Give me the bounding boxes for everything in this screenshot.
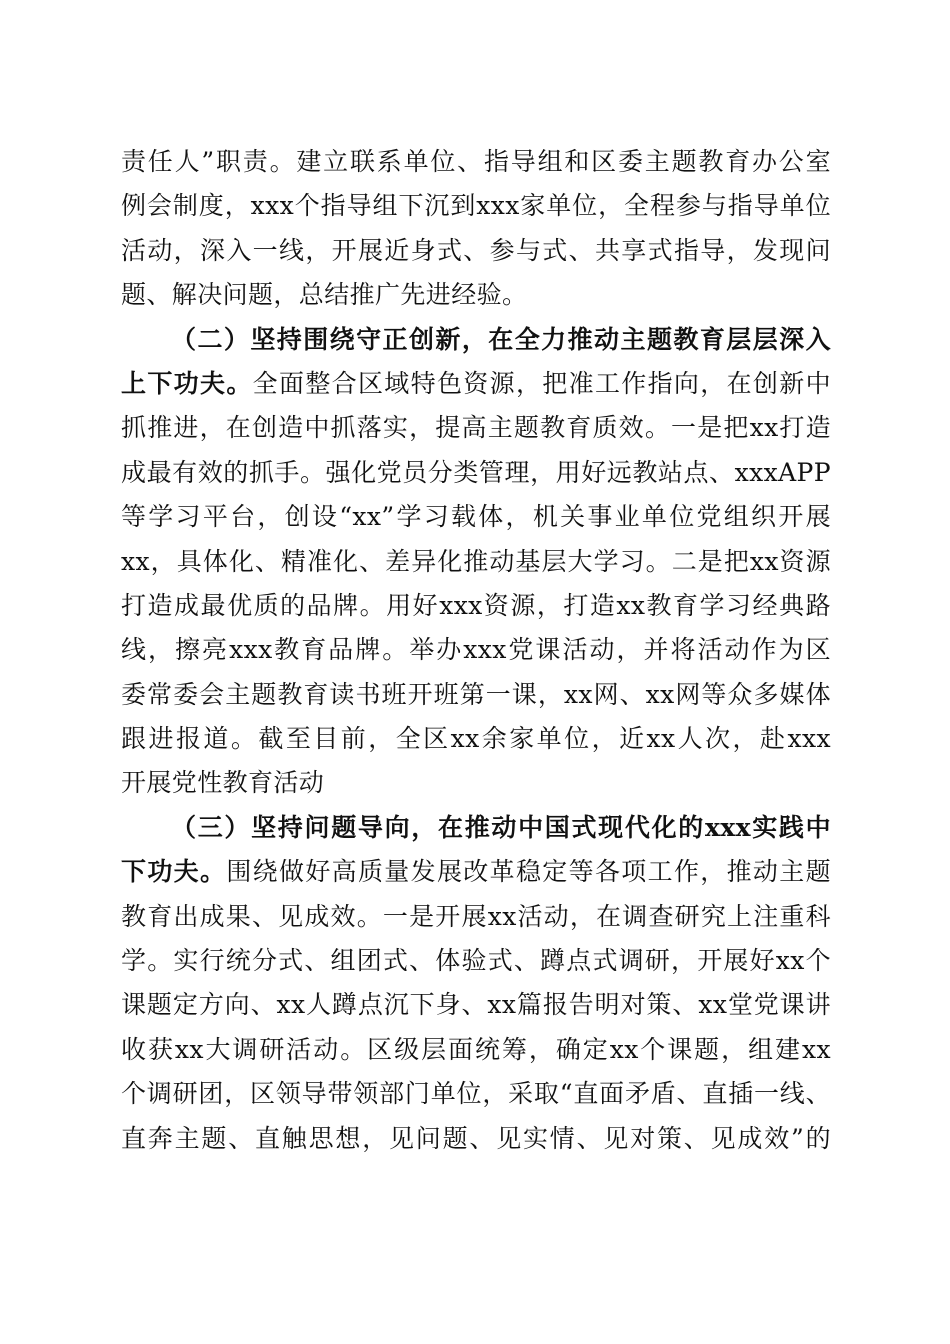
paragraph-3 xyxy=(121,806,831,1161)
text-line: 成最有效的抓手。强化党员分类管理，用好远教站点、xxxAPP xyxy=(121,457,831,487)
text-line: 学。实行统分式、组团式、体验式、蹲点式调研，开展好xx个 xyxy=(121,946,831,976)
text-line: 题、解决问题，总结推广先进经验。 xyxy=(121,280,528,310)
text-line: 跟进报道。截至目前，全区xx余家单位，近xx人次，赴xxx xyxy=(121,724,831,754)
text-line: 等学习平台，创设“xx”学习载体，机关事业单位党组织开展 xyxy=(121,502,831,532)
text-line: 教育出成果、见成效。一是开展xx活动，在调查研究上注重科 xyxy=(121,901,831,931)
section-heading-line xyxy=(121,318,831,362)
text-line: 开展党性教育活动 xyxy=(121,768,325,798)
text-line: 例会制度，xxx个指导组下沉到xxx家单位，全程参与指导单位 xyxy=(121,191,831,221)
text-line: 课题定方向、xx人蹲点沉下身、xx篇报告明对策、xx堂党课讲 xyxy=(121,990,831,1020)
text-line: 收获xx大调研活动。区级层面统筹，确定xx个课题，组建xx xyxy=(121,1034,831,1064)
paragraph-2 xyxy=(121,318,831,806)
section-heading-line xyxy=(121,806,831,850)
text-line xyxy=(121,850,831,894)
body-text: 围绕做好高质量发展改革稳定等各项工作，推动主题 xyxy=(226,857,831,887)
body-text: 全面整合区域特色资源，把准工作指向，在创新中 xyxy=(252,368,831,398)
section-heading: （二）坚持围绕守正创新，在全力推动主题教育层层深入 xyxy=(171,324,831,354)
document-body xyxy=(121,140,831,1161)
text-line: 直奔主题、直触思想，见问题、见实情、见对策、见成效”的 xyxy=(121,1123,831,1153)
section-heading: （三）坚持问题导向，在推动中国式现代化的xxx实践中 xyxy=(171,812,831,842)
text-line: xx，具体化、精准化、差异化推动基层大学习。二是把xx资源 xyxy=(121,546,831,576)
text-line: 活动，深入一线，开展近身式、参与式、共享式指导，发现问 xyxy=(121,235,831,265)
paragraph-1 xyxy=(121,140,831,318)
text-line: 责任人”职责。建立联系单位、指导组和区委主题教育办公室 xyxy=(121,147,831,176)
text-line: 线，擦亮xxx教育品牌。举办xxx党课活动，并将活动作为区 xyxy=(121,635,831,665)
text-line: 个调研团，区领导带领部门单位，采取“直面矛盾、直插一线、 xyxy=(121,1079,831,1109)
text-line: 委常委会主题教育读书班开班第一课，xx网、xx网等众多媒体 xyxy=(121,679,831,709)
text-line: 打造成最优质的品牌。用好xxx资源，打造xx教育学习经典路 xyxy=(121,590,831,620)
text-line xyxy=(121,362,831,406)
section-heading-continued: 下功夫。 xyxy=(121,857,227,887)
section-heading-continued: 上下功夫。 xyxy=(121,368,253,398)
text-line: 抓推进，在创造中抓落实，提高主题教育质效。一是把xx打造 xyxy=(121,413,831,443)
